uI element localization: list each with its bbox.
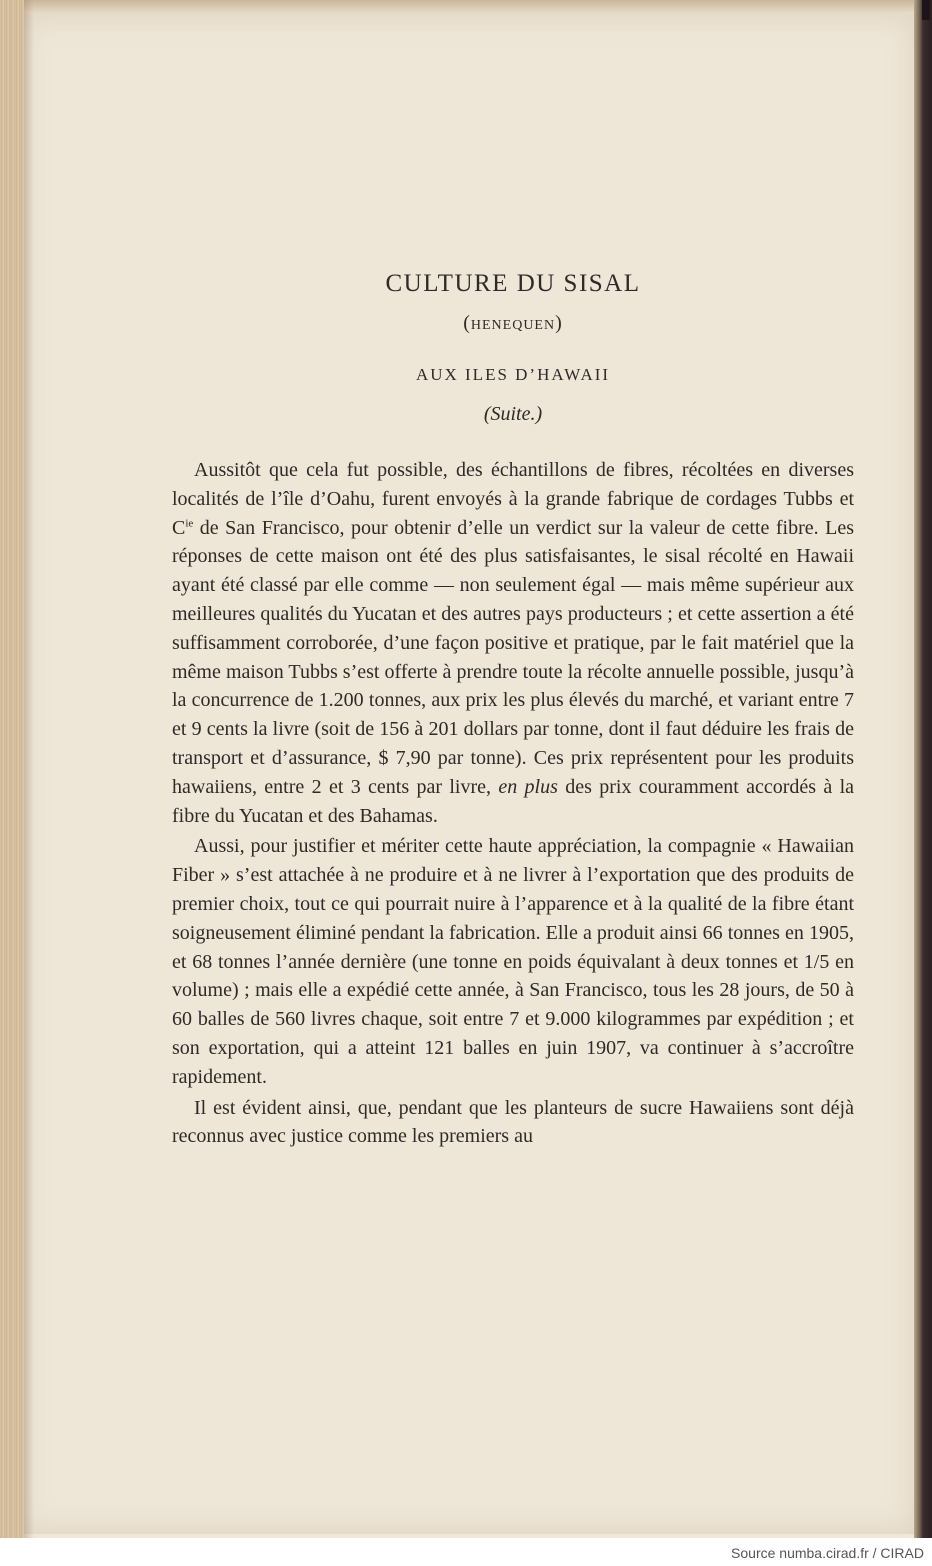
subtitle-text: HENEQUEN [470,318,556,333]
paragraph-3: Il est évident ainsi, que, pendant que les planteurs de sucre Hawaiiens sont déjà reconnus avec justice comme les premiers au [172,1096,854,1148]
source-credit: Source numba.cirad.fr / CIRAD [731,1545,924,1561]
book-cover-right-edge [914,0,932,1538]
binding-shadow [24,0,34,1538]
cover-band [922,0,930,20]
article-subtitle: (HENEQUEN) [463,312,563,334]
continuation-note: (Suite.) [483,403,543,425]
article-place: AUX ILES D’HAWAII [415,365,611,384]
article [172,266,854,1151]
paragraph-1-part-c: des prix couramment accordés à la fibre du Yucatan et des Bahamas. [172,775,855,827]
paragraph-1-part-a: Aussitôt que cela fut possible, des échantillons de fibres, récoltées en diverses localités de l’île d’Oahu, furent envoyés à la grande fabrique de cordages Tubbs et C [172,459,854,539]
article-body [172,456,854,1151]
article-title: CULTURE DU SISAL [385,270,641,297]
page-stack-left-edge [0,0,24,1538]
company-abbrev-superscript: ie [185,516,194,529]
paragraph-2: Aussi, pour justifier et mériter cette haute appréciation, la compagnie « Hawaiian Fiber » s’est attachée à ne produire et à ne livrer à l’exportation que des produits de premier choix, tout ce qui pourrait nuire à l’apparence et à la qualité de la fibre étant soigneusement éliminé pendant la fabrication. Elle a produit ainsi 66 tonnes en 1905, et 68 tonnes l’année dernière (une tonne en poids équivalant à deux tonnes et 1/5 en volume) ; mais elle a expédié cette année, à San Francisco, tous les 28 jours, de 50 à 60 balles de 560 livres chaque, soit entre 7 et 9.000 kilogrammes par expédition ; et son exportation, qui a atteint 121 balles en juin 1907, va continuer à s’accroître rapidement. [172,835,854,1088]
paragraph-1 [172,456,854,830]
emphasis-en-plus: en plus [498,775,558,798]
footer-bar [0,1538,932,1566]
paragraph-1-part-b: de San Francisco, pour obtenir d’elle un verdict sur la valeur de cette fibre. Les réponses de cette maison ont été des plus satisfaisantes, le sisal récolté en Hawaii ayant été classé par elle comme — non seulement égal — mais même supérieur aux meilleures qualités du Yucatan et des autres pays producteurs ; et cette assertion a été suffisamment corroborée, d’une façon positive et pratique, par le fait matériel que la même maison Tubbs s’est offerte à prendre toute la récolte annuelle possible, jusqu’à la concurrence de 1.200 tonnes, aux prix les plus élevés du marché, et variant entre 7 et 9 cents la livre (soit de 156 à 201 dollars par tonne, dont il faut déduire les frais de transport et d’assurance, $ 7,90 par tonne). Ces prix représentent pour les produits hawaiiens, entre 2 et 3 cents par livre, [172,516,854,798]
